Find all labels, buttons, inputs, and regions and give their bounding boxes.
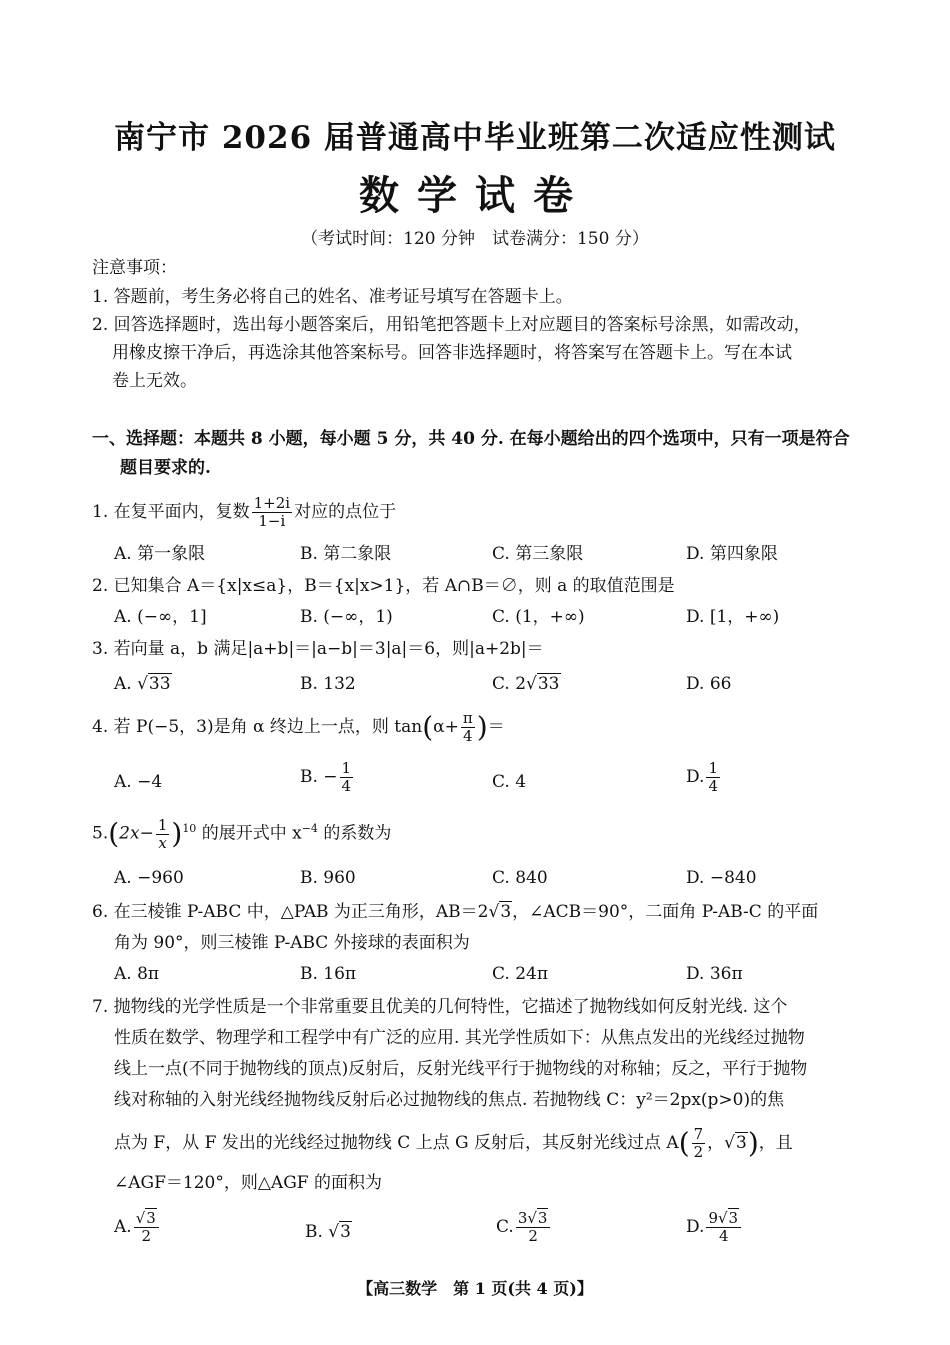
q7-c-num (516, 1210, 551, 1228)
q2-option-d: D. [1，+∞) (686, 607, 780, 627)
q5-suffix: 的展开式中 x (196, 823, 302, 844)
q6-option-c: C. 24π (492, 964, 549, 984)
q4-option-a: A. −4 (114, 772, 163, 792)
q4-d-den: 4 (708, 777, 718, 795)
q4-prefix: 4. 若 P(−5，3)是角 α 终边上一点，则 tan (92, 717, 423, 737)
note-item-2-end: 卷上无效。 (112, 371, 197, 391)
q7-option-b (305, 1218, 352, 1246)
q7-a-den: 2 (141, 1227, 152, 1245)
q1-suffix: 对应的点位于 (294, 502, 397, 522)
q4-option-b (300, 760, 355, 795)
q4-d-frac (706, 760, 720, 795)
q4-b-num: 1 (341, 759, 352, 777)
q7-rparen: ) (747, 1126, 759, 1160)
q7-d-den: 4 (718, 1227, 729, 1245)
q2-option-c: C. (1，+∞) (492, 607, 585, 627)
question-4 (92, 710, 505, 745)
q7-d-num-rad: 3 (728, 1209, 739, 1227)
q5-option-a: A. −960 (114, 868, 184, 888)
q3-c-radicand: 33 (537, 674, 560, 694)
q5-fraction (156, 817, 170, 852)
exam-title: 南宁市 2026 届普通高中毕业班第二次适应性测试 (114, 120, 836, 156)
question-2: 2. 已知集合 A＝{x|x≤a}，B＝{x|x>1}，若 A∩B＝∅，则 a 的取值范围是 (92, 576, 675, 596)
question-5 (92, 815, 391, 852)
q6-option-b: B. 16π (300, 964, 357, 984)
question-6-cont: 角为 90°，则三棱锥 P-ABC 外接球的表面积为 (114, 933, 470, 953)
question-7-line2: 性质在数学、物理学和工程学中有广泛的应用. 其光学性质如下：从焦点发出的光线经过抛物 (114, 1028, 805, 1048)
q7-line5-radicand: 3 (736, 1133, 747, 1153)
q7-line5-post: ，且 (758, 1133, 793, 1153)
q4-rparen: ) (476, 710, 488, 744)
q7-line5-frac (692, 1126, 706, 1161)
q5-lparen: ( (108, 817, 120, 851)
q5-frac-den: x (158, 833, 167, 852)
q4-d-num: 1 (708, 759, 718, 777)
q4-frac-den: 4 (463, 727, 473, 745)
note-item-1: 1. 答题前，考生务必将自己的姓名、准考证号填写在答题卡上。 (92, 287, 573, 307)
q5-option-d: D. −840 (686, 868, 757, 888)
q4-option-c: C. 4 (492, 772, 527, 792)
question-6 (92, 898, 818, 926)
question-7-line3: 线上一点(不同于抛物线的顶点)反射后，反射光线平行于抛物线的对称轴；反之，平行于抛物 (114, 1059, 808, 1079)
q7-c-den: 2 (528, 1227, 538, 1245)
q1-option-c: C. 第三象限 (492, 544, 584, 564)
q5-rparen: ) (171, 817, 183, 851)
q7-c-pre: C. (496, 1217, 514, 1237)
q6-radicand: 3 (500, 902, 512, 922)
q1-option-a: A. 第一象限 (114, 544, 206, 564)
q7-d-pre: D. (686, 1217, 705, 1237)
q7-a-frac (134, 1210, 159, 1245)
q7-line5-den: 2 (693, 1143, 704, 1161)
q5-inner: 2x− (119, 823, 154, 844)
q6-option-d: D. 36π (686, 964, 743, 984)
q7-line5-num: 7 (693, 1125, 704, 1143)
q4-frac-num: π (462, 709, 473, 727)
q7-lparen: ( (678, 1126, 690, 1160)
q1-option-b: B. 第二象限 (300, 544, 392, 564)
q6-option-a: A. 8π (114, 964, 160, 984)
question-7-line5 (114, 1126, 793, 1161)
q7-a-num-pre: √ (135, 1209, 146, 1227)
q4-inner: α+ (433, 717, 459, 737)
page-footer: 【高三数学 第 1 页(共 4 页)】 (357, 1279, 593, 1298)
q2-option-a: A. (−∞，1] (114, 607, 207, 627)
q4-option-d (686, 760, 722, 795)
q5-exponent: 10 (182, 822, 197, 835)
q1-frac-num: 1+2i (253, 494, 291, 512)
q1-fraction (252, 495, 292, 530)
q4-fraction (461, 710, 475, 745)
q3-option-d: D. 66 (686, 674, 732, 694)
q1-frac-den: 1−i (258, 512, 286, 530)
q7-line5-mid: ，√ (707, 1133, 736, 1153)
q7-line5-pre: 点为 F，从 F 发出的光线经过抛物线 C 上点 G 反射后，其反射光线过点 A (114, 1133, 679, 1153)
q5-suffix-end: 的系数为 (317, 823, 392, 844)
q3-option-c (492, 670, 561, 698)
q4-d-pre: D. (686, 767, 705, 787)
section-heading-cont: 题目要求的. (120, 458, 211, 478)
q5-suffix-exponent: −4 (301, 822, 318, 835)
subject-title: 数学试卷 (359, 172, 591, 219)
q1-option-d: D. 第四象限 (686, 544, 778, 564)
q5-option-b: B. 960 (300, 868, 356, 888)
q1-prefix: 1. 在复平面内，复数 (92, 502, 250, 522)
question-7: 7. 抛物线的光学性质是一个非常重要且优美的几何特性，它描述了抛物线如何反射光线. 这个 (92, 997, 788, 1017)
q7-d-frac (706, 1210, 741, 1245)
q5-prefix: 5. (92, 823, 109, 844)
exam-info: （考试时间：120 分钟 试卷满分：150 分） (301, 229, 649, 249)
question-7-line4: 线对称轴的入射光线经抛物线反射后必过抛物线的焦点. 若抛物线 C：y²＝2px(p>0)的焦 (114, 1090, 785, 1110)
question-3: 3. 若向量 a，b 满足|a+b|＝|a−b|＝3|a|＝6，则|a+2b|＝ (92, 639, 544, 659)
q3-a-radicand: 33 (148, 674, 171, 694)
question-7-line6: ∠AGF＝120°，则△AGF 的面积为 (114, 1173, 382, 1193)
q7-c-num-pre: 3√ (517, 1209, 537, 1227)
q5-option-c: C. 840 (492, 868, 548, 888)
q4-b-frac (340, 760, 354, 795)
q4-b-pre: B. − (300, 767, 338, 787)
q7-option-c (496, 1210, 552, 1245)
q7-d-num-pre: 9√ (708, 1209, 728, 1227)
q4-suffix: ＝ (487, 717, 505, 737)
q6-line1-pre: 6. 在三棱锥 P-ABC 中，△PAB 为正三角形，AB＝2√ (92, 902, 500, 922)
note-item-2-cont: 用橡皮擦干净后，再选涂其他答案标号。回答非选择题时，将答案写在答题卡上。写在本试 (112, 343, 792, 363)
q7-c-num-rad: 3 (537, 1209, 548, 1227)
q7-b-pre: B. √ (305, 1222, 340, 1242)
q7-b-radicand: 3 (340, 1222, 351, 1242)
q7-a-pre: A. (114, 1217, 132, 1237)
q7-a-num (134, 1210, 159, 1228)
q7-c-frac (516, 1210, 551, 1245)
q3-option-b: B. 132 (300, 674, 356, 694)
q4-lparen: ( (422, 710, 434, 744)
q2-option-b: B. (−∞，1) (300, 607, 393, 627)
q7-option-d (686, 1210, 743, 1245)
q6-line1-post: ，∠ACB＝90°，二面角 P-AB-C 的平面 (512, 902, 819, 922)
question-1 (92, 495, 396, 530)
q3-a-pre: A. √ (114, 674, 148, 694)
notes-heading: 注意事项： (92, 258, 177, 278)
q3-option-a (114, 670, 172, 698)
section-heading: 一、选择题：本题共 8 小题，每小题 5 分，共 40 分. 在每小题给出的四个选项中，只有一项是符合 (92, 429, 850, 449)
note-item-2: 2. 回答选择题时，选出每小题答案后，用铅笔把答题卡上对应题目的答案标号涂黑，如需改动， (92, 315, 811, 335)
q5-frac-num: 1 (157, 815, 168, 834)
q7-a-num-rad: 3 (146, 1209, 156, 1227)
q7-d-num (706, 1210, 741, 1228)
q3-c-pre: C. 2√ (492, 674, 537, 694)
q7-option-a (114, 1210, 161, 1245)
q4-b-den: 4 (341, 777, 352, 795)
